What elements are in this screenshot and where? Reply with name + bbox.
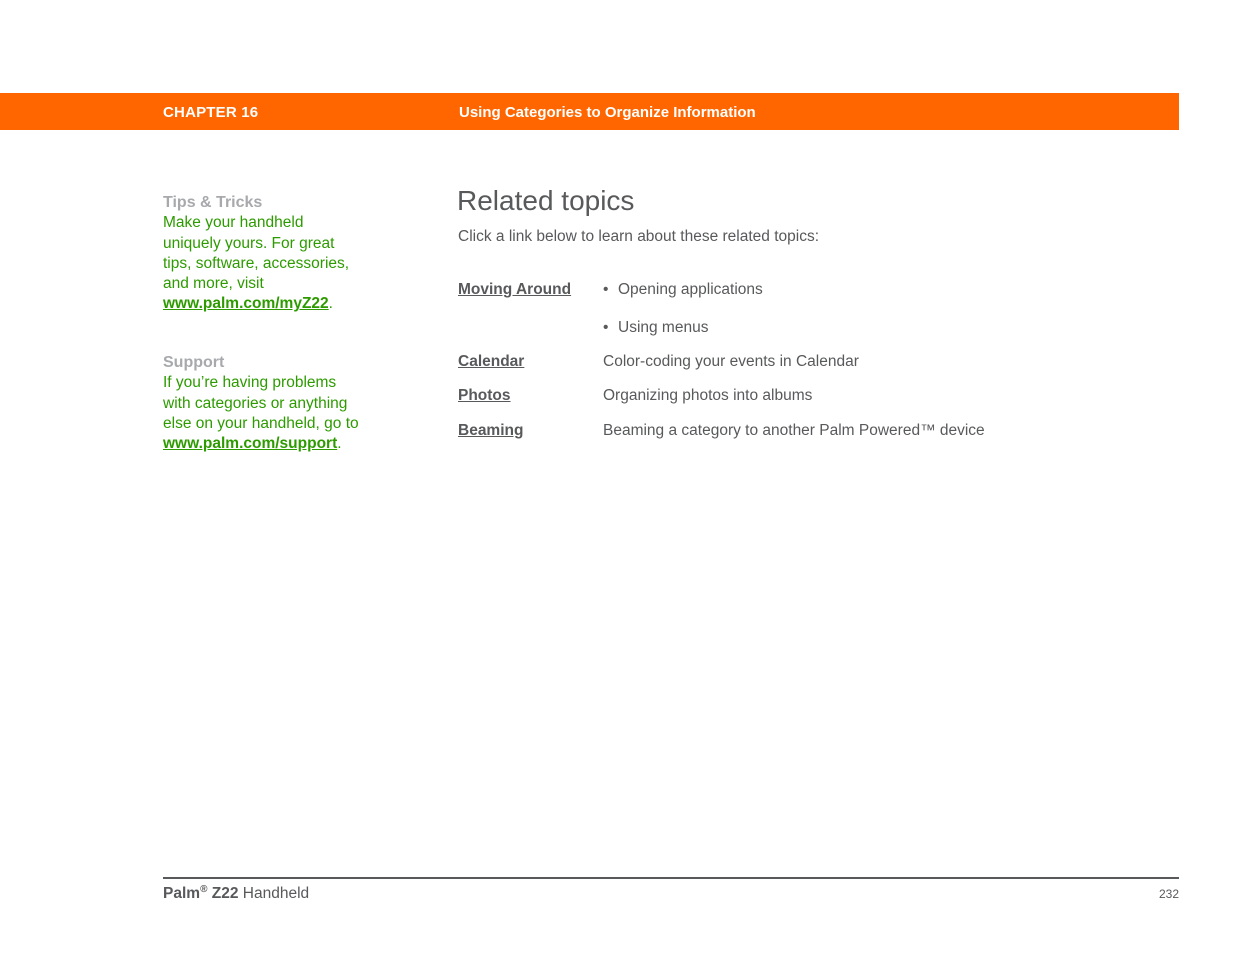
support-link[interactable]: www.palm.com/support (163, 435, 338, 453)
page-title: Related topics (457, 185, 635, 216)
chapter-number: CHAPTER 16 (163, 104, 259, 121)
tips-line: tips, software, accessories, (163, 254, 350, 272)
myz22-link[interactable]: www.palm.com/myZ22 (163, 295, 329, 313)
footer-product-name (163, 884, 309, 903)
registered-mark: ® (200, 884, 208, 895)
moving-around-link[interactable]: Moving Around (458, 281, 572, 298)
tips-line: Make your handheld (163, 214, 304, 232)
topic-bullet-item (603, 319, 708, 337)
support-link-line (163, 434, 388, 454)
page-number: 232 (1158, 887, 1179, 901)
beaming-link[interactable]: Beaming (458, 422, 524, 439)
chapter-title: Using Categories to Organize Information (459, 104, 756, 121)
calendar-description: Color-coding your events in Calendar (603, 353, 859, 370)
tips-link-line (163, 294, 388, 314)
topic-bullet-text: Using menus (618, 319, 709, 336)
intro-text: Click a link below to learn about these related topics: (458, 228, 820, 245)
topic-bullet-text: Opening applications (618, 281, 763, 298)
photos-link[interactable]: Photos (458, 387, 511, 404)
support-heading: Support (163, 354, 225, 371)
bullet-icon: • (603, 281, 609, 298)
tips-line: and more, visit (163, 275, 264, 293)
support-line: else on your handheld, go to (163, 414, 359, 432)
tips-body (163, 213, 388, 314)
support-line: If you’re having problems (163, 374, 337, 392)
tips-and-tricks-panel (163, 193, 388, 315)
bullet-icon: • (603, 319, 609, 336)
tips-trailing-period: . (328, 295, 333, 313)
beaming-description: Beaming a category to another Palm Powered™ device (603, 422, 985, 439)
topic-bullet-item (603, 281, 763, 299)
footer-product-label: Handheld (242, 885, 310, 903)
footer-model: Z22 (211, 885, 239, 903)
footer-divider (163, 877, 1179, 879)
tips-heading: Tips & Tricks (163, 194, 263, 211)
footer-brand: Palm (163, 885, 201, 903)
calendar-link[interactable]: Calendar (458, 353, 525, 370)
support-line: with categories or anything (163, 394, 348, 412)
tips-line: uniquely yours. For great (163, 234, 335, 252)
support-panel (163, 353, 388, 454)
support-body (163, 373, 388, 454)
photos-description: Organizing photos into albums (603, 387, 813, 404)
support-trailing-period: . (337, 435, 342, 453)
